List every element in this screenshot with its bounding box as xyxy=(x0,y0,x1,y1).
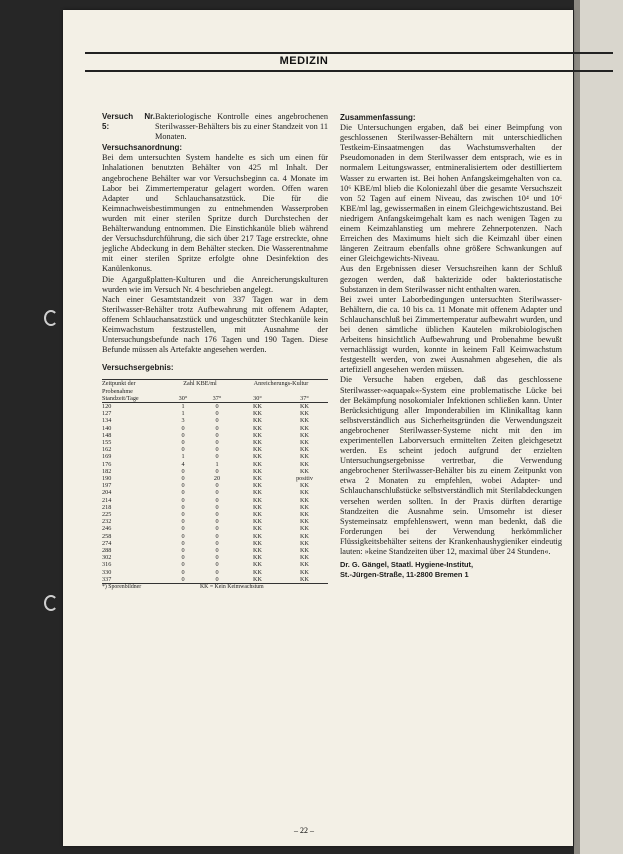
table-cell: KK xyxy=(300,496,309,504)
table-cell: 1 xyxy=(181,453,185,461)
footnote-kk: KK = Kein Keimwachstum xyxy=(200,584,328,592)
table-cell: 0 xyxy=(215,424,219,432)
table-cell: 3 xyxy=(181,417,185,425)
table-cell: KK xyxy=(253,489,262,497)
table-cell: KK xyxy=(300,402,309,410)
section-header: MEDIZIN xyxy=(279,55,329,67)
table-cell: KK xyxy=(300,554,309,562)
setup-paragraph-3: Nach einer Gesamtstandzeit von 337 Tagen war in dem Sterilwasser-Behälter trotz Aufbewahrung mit offenem Adapter, offenem Schlauchansatzstück und ungeschützter Stechkanüle kein Keimwachstum festzustellen, mit Ausnahme der Untersuchungsbefunde nach 176 Tagen und 190 Tagen. Diese Befunde müssen als Artefakte angesehen werden. xyxy=(102,294,328,355)
column-header-time: Zeitpunkt der Probenahme xyxy=(102,380,136,395)
table-cell: 0 xyxy=(215,402,219,410)
table-row xyxy=(102,533,328,540)
table-cell: 0 xyxy=(215,518,219,526)
table-cell: KK xyxy=(300,525,309,533)
column-header-enrichment: Anreicherungs-Kultur xyxy=(253,380,309,388)
table-cell: 337 xyxy=(102,575,112,583)
table-cell: KK xyxy=(253,402,262,410)
table-cell: 134 xyxy=(102,417,112,425)
table-cell: KK xyxy=(300,438,309,446)
results-table xyxy=(102,379,328,591)
binder-hole-bottom xyxy=(44,595,58,611)
table-cell: 1 xyxy=(181,410,185,418)
table-cell: 0 xyxy=(181,474,185,482)
table-row xyxy=(102,461,328,468)
setup-heading: Versuchsanordnung: xyxy=(102,143,183,153)
table-cell: 0 xyxy=(181,496,185,504)
table-cell: KK xyxy=(300,561,309,569)
table-cell: 0 xyxy=(181,547,185,555)
table-row xyxy=(102,439,328,446)
table-cell: 176 xyxy=(102,460,112,468)
table-row xyxy=(102,468,328,475)
table-cell: 0 xyxy=(215,431,219,439)
table-cell: 0 xyxy=(181,532,185,540)
table-cell: KK xyxy=(253,446,262,454)
table-cell: 0 xyxy=(181,431,185,439)
table-cell: 127 xyxy=(102,410,112,418)
gutter-shadow xyxy=(574,0,580,854)
table-cell: KK xyxy=(253,474,262,482)
table-cell: 0 xyxy=(215,539,219,547)
table-cell: 0 xyxy=(215,511,219,518)
table-cell: 225 xyxy=(102,511,112,518)
table-row xyxy=(102,410,328,417)
table-cell: 274 xyxy=(102,539,112,547)
table-cell: 197 xyxy=(102,482,112,490)
table-cell: KK xyxy=(300,417,309,425)
table-cell: 155 xyxy=(102,438,112,446)
table-row xyxy=(102,561,328,568)
table-cell: KK xyxy=(300,467,309,475)
table-cell: KK xyxy=(253,554,262,562)
subheader-enrichment-37: 37° xyxy=(281,395,328,403)
subheader-count-37: 37° xyxy=(200,395,234,403)
table-cell: 0 xyxy=(181,438,185,446)
table-cell: 0 xyxy=(181,511,185,518)
subheader-days: Standzeit/Tage xyxy=(102,395,166,403)
table-cell: KK xyxy=(300,482,309,490)
summary-paragraph-4: Die Versuche haben ergeben, daß das geschlossene Sterilwasser-»aquapak«-System eine problematische Lücke bei der Bekämpfung nosokomialer Infektionen schließen kann. Unter Berücksichtigung aller Imponderabilien im Klinikalltag kann selbstverständlich aus Sicherheitsgründen die Verwendungszeit angebrochener Sterilwasser-Systeme nicht mit den im experimentellen Laborversuch ermittelten Zeiten gleichgesetzt werden. Es scheint jedoch aufgrund der erzielten Untersuchungsergebnisse vertretbar, die Verwendung angebrochener Sterilwasser-Behälter bis zu einem Zeitpunkt von etwa 2 Monaten zu empfehlen, wobei Adapter- und Schlauchanschlußstücke selbstverständlich mit Sterilabdeckungen versehen werden sollten. In der Praxis dürften derartige Standzeiten die Ausnahme sein. Umsomehr ist dieser Systemeinsatz empfehlenswert, wenn man bedenkt, daß die Forderungen bei der Verwendung herkömmlicher Flüssigkeitsbehälter seitens der Krankenhaushygieniker eindeutig lauten: »keine Standzeiten über 12, maximal über 24 Stunden«. xyxy=(340,375,562,557)
author-line-1: Dr. G. Gängel, Staatl. Hygiene-Institut, xyxy=(340,560,474,570)
table-cell: 0 xyxy=(215,489,219,497)
summary-heading: Zusammenfassung: xyxy=(340,113,416,122)
table-cell: 0 xyxy=(181,518,185,526)
table-cell: 0 xyxy=(181,446,185,454)
table-cell: 4 xyxy=(181,460,185,468)
table-cell: 0 xyxy=(215,453,219,461)
subheader-count-30: 30° xyxy=(166,395,200,403)
table-row xyxy=(102,540,328,547)
author-line-2: St.-Jürgen-Straße, 11-2800 Bremen 1 xyxy=(340,570,469,580)
table-cell: 0 xyxy=(215,532,219,540)
table-cell: 0 xyxy=(215,503,219,511)
table-cell: 182 xyxy=(102,467,112,475)
table-cell: KK xyxy=(253,438,262,446)
table-row xyxy=(102,497,328,504)
table-cell: KK xyxy=(300,532,309,540)
table-cell: 0 xyxy=(181,575,185,583)
table-cell: KK xyxy=(300,410,309,418)
table-cell: 302 xyxy=(102,554,112,562)
table-cell: KK xyxy=(253,453,262,461)
table-cell: KK xyxy=(300,511,309,518)
table-row xyxy=(102,511,328,518)
table-row xyxy=(102,402,328,410)
table-row xyxy=(102,453,328,460)
table-cell: 214 xyxy=(102,496,112,504)
table-cell: 0 xyxy=(215,417,219,425)
table-cell: 0 xyxy=(181,424,185,432)
table-cell: KK xyxy=(253,482,262,490)
table-cell: KK xyxy=(253,496,262,504)
table-cell: 1 xyxy=(215,460,219,468)
table-cell: 0 xyxy=(215,575,219,583)
table-cell: KK xyxy=(300,539,309,547)
table-cell: 0 xyxy=(181,489,185,497)
table-cell: KK xyxy=(300,503,309,511)
table-body xyxy=(102,402,328,583)
table-cell: KK xyxy=(253,460,262,468)
table-cell: 1 xyxy=(181,402,185,410)
results-heading: Versuchsergebnis: xyxy=(102,363,174,373)
table-cell: 0 xyxy=(215,438,219,446)
table-cell: 148 xyxy=(102,431,112,439)
table-row xyxy=(102,525,328,532)
table-cell: KK xyxy=(253,410,262,418)
table-row xyxy=(102,417,328,424)
table-row xyxy=(102,432,328,439)
table-cell: KK xyxy=(253,511,262,518)
summary-paragraph-1: Die Untersuchungen ergaben, daß bei einer Beimpfung von geschlossenen Sterilwasser-Behältern mit unterschiedlichen Testkeim-Einsaatmengen das Wachstumsverhalten der Pseudomonaden in dem Sterilwasser dem entsprach, wie es in normalem Leitungswasser, entmineralisiertem oder destilliertem Wasser zu erwarten ist. Bei hohen Anfangskeimgehalten von ca. 10⁶ KBE/ml blieb die Koloniezahl über die gesamte Versuchszeit von 52 Tagen auf einem Niveau, das zwischen 10⁴ und 10⁶ KBE/ml lag, gewissermaßen in einem Gleichgewichtszustand. Bei niedrigem Anfangskeimgehalt kam es nach wenigen Tagen zu einem Keimzahlanstieg um mehrere Zehnerpotenzen. Nach Erreichen des Maximums hielt sich die Keimzahl über einen längeren Zeitraum ebenfalls ohne größere Schwankungen auf einer Gleichgewichts-Niveau. xyxy=(340,123,562,264)
table-cell: KK xyxy=(300,568,309,576)
table-row xyxy=(102,554,328,561)
table-row xyxy=(102,569,328,576)
table-cell: KK xyxy=(253,424,262,432)
table-row xyxy=(102,518,328,525)
table-cell: 0 xyxy=(181,482,185,490)
table-cell: KK xyxy=(253,532,262,540)
table-footnote-row xyxy=(102,584,328,592)
page-number: – 22 – xyxy=(294,826,314,835)
table-cell: 204 xyxy=(102,489,112,497)
table-cell: KK xyxy=(300,489,309,497)
table-cell: 190 xyxy=(102,474,112,482)
table-cell: 330 xyxy=(102,568,112,576)
table-row xyxy=(102,489,328,496)
table-cell: 0 xyxy=(181,539,185,547)
table-cell: 0 xyxy=(215,482,219,490)
table-cell: KK xyxy=(253,547,262,555)
binder-hole-top xyxy=(44,310,58,326)
table-cell: 0 xyxy=(215,525,219,533)
experiment-label: Versuch Nr. 5: xyxy=(102,112,155,132)
table-cell: 0 xyxy=(215,467,219,475)
table-cell: KK xyxy=(253,525,262,533)
table-cell: 0 xyxy=(215,446,219,454)
table-cell: 140 xyxy=(102,424,112,432)
table-cell: KK xyxy=(253,575,262,583)
footnote-spores: *) Sporenbildner xyxy=(102,584,200,592)
table-row xyxy=(102,475,328,482)
setup-paragraph-1: Bei dem untersuchten System handelte es sich um einen für Inhalationen benutzten Behälter von 425 ml Inhalt. Der angebrochene Behälter war vor Versuchsbeginn ca. 4 Monate im Labor bei Zimmertemperatur gelagert worden. Offen waren Adapter und Schlauchansatzstück. Die für die Keimnachweisbestimmungen zu entnehmenden Wasserproben wurden mit einer sterilen Spritze durch Durchstechen der Behälterwandung entnommen. Die Einstichkanüle blieb während der Versuchsdurchführung, die sich über 217 Tage erstreckte, ohne jegliche Abdeckung in dem Behälter stecken. Die Wasserentnahme mit einer sterilen Spritze erfolgte ohne Desinfektion des Kanülenkonus. xyxy=(102,153,328,274)
table-cell: 169 xyxy=(102,453,112,461)
right-column xyxy=(340,112,562,580)
table-cell: 0 xyxy=(181,503,185,511)
table-row xyxy=(102,576,328,584)
column-header-count: Zahl KBE/ml xyxy=(183,380,217,388)
table-cell: 0 xyxy=(181,525,185,533)
table-cell: 0 xyxy=(215,547,219,555)
table-header-row xyxy=(102,380,328,395)
summary-paragraph-2: Aus den Ergebnissen dieser Versuchsreihen kann der Schluß gezogen werden, daß bakterizide oder bakteriostatische Substanzen in dem Sterilwasser nicht enthalten waren. xyxy=(340,264,562,294)
table-row xyxy=(102,504,328,511)
table-cell: KK xyxy=(253,431,262,439)
table-cell: KK xyxy=(253,568,262,576)
table-cell: KK xyxy=(253,467,262,475)
table-cell: KK xyxy=(253,503,262,511)
table-row xyxy=(102,482,328,489)
summary-paragraph-3: Bei zwei unter Laborbedingungen untersuchten Sterilwasser-Behältern, die ca. 10 bis ca. 11 Monate mit offenem Adapter und Schlauchanschluß bei Zimmertemperatur aufbewahrt wurden, und bei denen sämtliche üblichen Kautelen mikrobiologischen Arbeitens hinsichtlich Aufbewahrung und Probenahme bewußt vernachlässigt wurden, konnte in keinem Fall Keimwachstum festgestellt werden, von zwei Ausnahmen abgesehen, die als artefiziell angesehen werden müssen. xyxy=(340,294,562,375)
table-row xyxy=(102,446,328,453)
table-cell: KK xyxy=(300,453,309,461)
table-cell: 162 xyxy=(102,446,112,454)
header-rule-top xyxy=(85,52,613,54)
table-cell: 20 xyxy=(213,474,221,482)
table-cell: KK xyxy=(300,460,309,468)
table-cell: KK xyxy=(300,446,309,454)
table-cell: 0 xyxy=(215,496,219,504)
table-cell: 0 xyxy=(181,568,185,576)
table-subheader-row xyxy=(102,395,328,403)
table-cell: 0 xyxy=(181,467,185,475)
table-cell: KK xyxy=(253,539,262,547)
table-row xyxy=(102,425,328,432)
table-cell: 288 xyxy=(102,547,112,555)
table-cell: 316 xyxy=(102,561,112,569)
table-cell: 232 xyxy=(102,518,112,526)
experiment-title xyxy=(102,112,328,142)
table-cell: KK xyxy=(300,431,309,439)
table-cell: KK xyxy=(300,518,309,526)
table-cell: KK xyxy=(253,417,262,425)
page-gutter xyxy=(574,0,623,854)
table-row xyxy=(102,547,328,554)
author-block xyxy=(340,560,562,580)
table-cell: 0 xyxy=(215,568,219,576)
table-cell: 218 xyxy=(102,503,112,511)
experiment-description: Bakteriologische Kontrolle eines angebrochenen Sterilwasser-Behälters bis zu einer Standzeit von 11 Monaten. xyxy=(155,112,328,142)
table-cell: KK xyxy=(300,424,309,432)
table-cell: 0 xyxy=(181,554,185,562)
table-cell: 0 xyxy=(215,561,219,569)
table-cell: KK xyxy=(300,547,309,555)
setup-paragraph-2: Die Agargußplatten-Kulturen und die Anreicherungskulturen wurden wie im Versuch Nr. 4 beschrieben angelegt. xyxy=(102,274,328,294)
table-cell: positiv xyxy=(296,474,313,482)
table-cell: 258 xyxy=(102,532,112,540)
table-cell: 0 xyxy=(181,561,185,569)
table-cell: KK xyxy=(253,518,262,526)
left-column xyxy=(102,112,328,591)
table-cell: KK xyxy=(300,575,309,583)
subheader-enrichment-30: 30° xyxy=(234,395,281,403)
header-rule-bottom xyxy=(85,70,613,72)
table-cell: 0 xyxy=(215,410,219,418)
table-cell: KK xyxy=(253,561,262,569)
table-cell: 120 xyxy=(102,402,112,410)
table-cell: 0 xyxy=(215,554,219,562)
table-cell: 246 xyxy=(102,525,112,533)
